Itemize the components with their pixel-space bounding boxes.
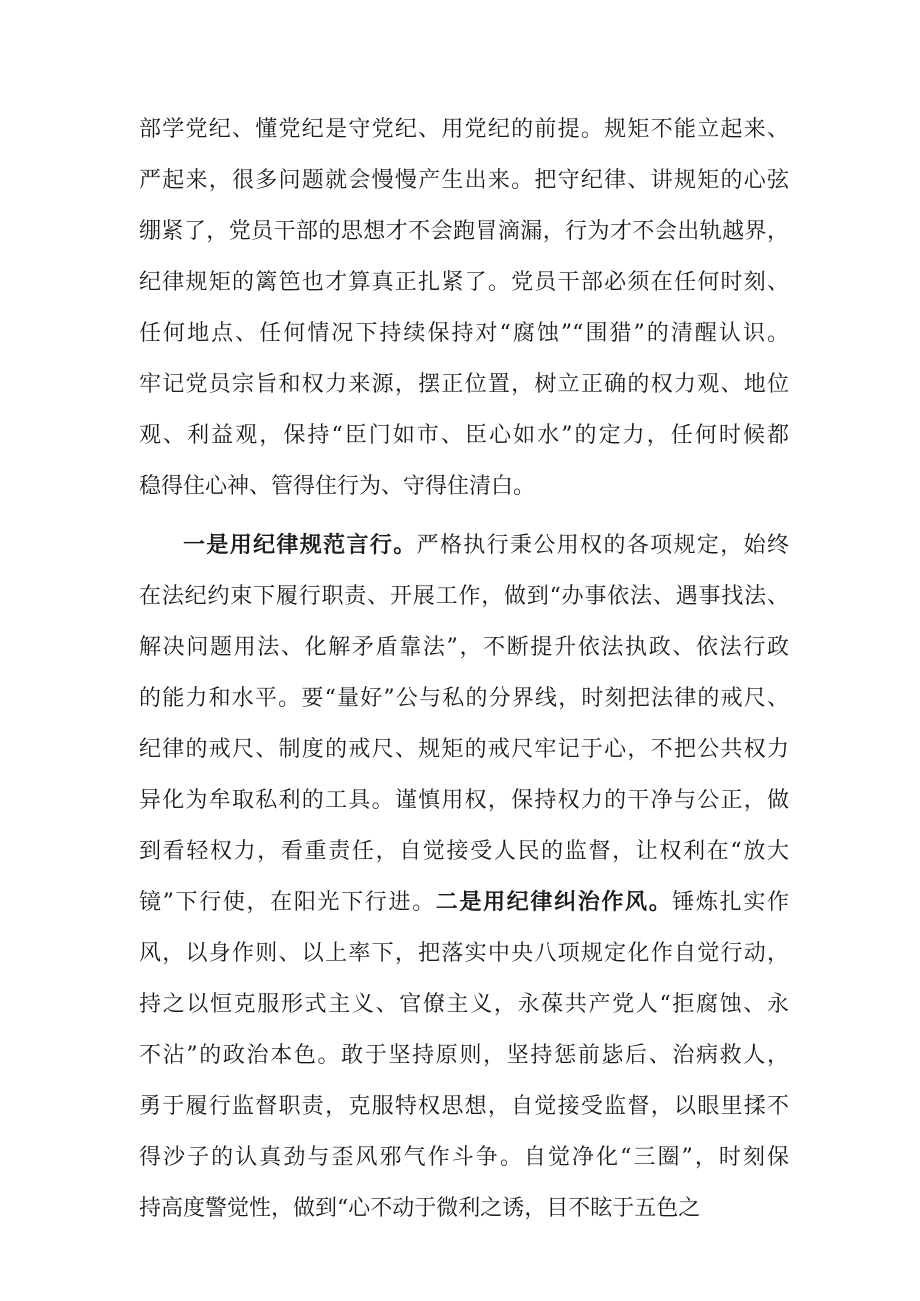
text-line: 在法纪约束下履行职责、开展工作，做到“办事依法、遇事找法、 <box>139 584 789 609</box>
paragraph-1 <box>139 104 789 512</box>
paragraph-2 <box>139 520 789 1234</box>
text-line: 异化为牟取私利的工具。谨慎用权，保持权力的干净与公正，做 <box>139 788 789 813</box>
text-line: 不沾”的政治本色。敢于坚持原则，坚持惩前毖后、治病救人， <box>139 1043 789 1068</box>
text-line: 牢记党员宗旨和权力来源，摆正位置，树立正确的权力观、地位 <box>139 372 789 397</box>
text-line <box>139 520 789 571</box>
text-line: 观、利益观，保持“臣门如市、臣心如水”的定力，任何时候都 <box>139 423 789 448</box>
section-heading-2: 二是用纪律纠治作风。 <box>435 889 673 915</box>
text-line: 解决问题用法、化解矛盾靠法”，不断提升依法执政、依法行政 <box>139 635 789 660</box>
text-line: 得沙子的认真劲与歪风邪气作斗争。自觉净化“三圈”，时刻保 <box>139 1145 789 1170</box>
text-line: 持高度警觉性，做到“心不动于微利之诱，目不眩于五色之 <box>139 1196 701 1221</box>
text-line: 任何地点、任何情况下持续保持对“腐蚀”“围猎”的清醒认识。 <box>139 321 789 346</box>
text-line: 稳得住心神、管得住行为、守得住清白。 <box>139 474 536 499</box>
text-line: 到看轻权力，看重责任，自觉接受人民的监督，让权利在“放大 <box>139 839 789 864</box>
paragraph-gap <box>139 512 789 520</box>
text-run: 锤炼扎实作 <box>672 890 789 915</box>
text-run: 镜”下行使，在阳光下行进。 <box>139 890 436 915</box>
document-body <box>139 104 789 1234</box>
text-line: 纪律规矩的篱笆也才算真正扎紧了。党员干部必须在任何时刻、 <box>139 270 789 295</box>
text-line: 持之以恒克服形式主义、官僚主义，永葆共产党人“拒腐蚀、永 <box>139 992 789 1017</box>
section-heading-1: 一是用纪律规范言行。 <box>183 532 417 558</box>
text-line: 纪律的戒尺、制度的戒尺、规矩的戒尺牢记于心，不把公共权力 <box>139 737 789 762</box>
text-line: 勇于履行监督职责，克服特权思想，自觉接受监督，以眼里揉不 <box>139 1094 789 1119</box>
text-line: 部学党纪、懂党纪是守党纪、用党纪的前提。规矩不能立起来、 <box>139 117 789 142</box>
text-line <box>139 877 789 928</box>
text-line: 严起来，很多问题就会慢慢产生出来。把守纪律、讲规矩的心弦 <box>139 168 789 193</box>
text-line: 风，以身作则、以上率下，把落实中央八项规定化作自觉行动， <box>139 941 789 966</box>
text-line: 的能力和水平。要“量好”公与私的分界线，时刻把法律的戒尺、 <box>139 686 789 711</box>
text-line: 绷紧了，党员干部的思想才不会跑冒滴漏，行为才不会出轨越界， <box>139 219 789 244</box>
text-run: 严格执行秉公用权的各项规定，始终 <box>416 533 789 558</box>
